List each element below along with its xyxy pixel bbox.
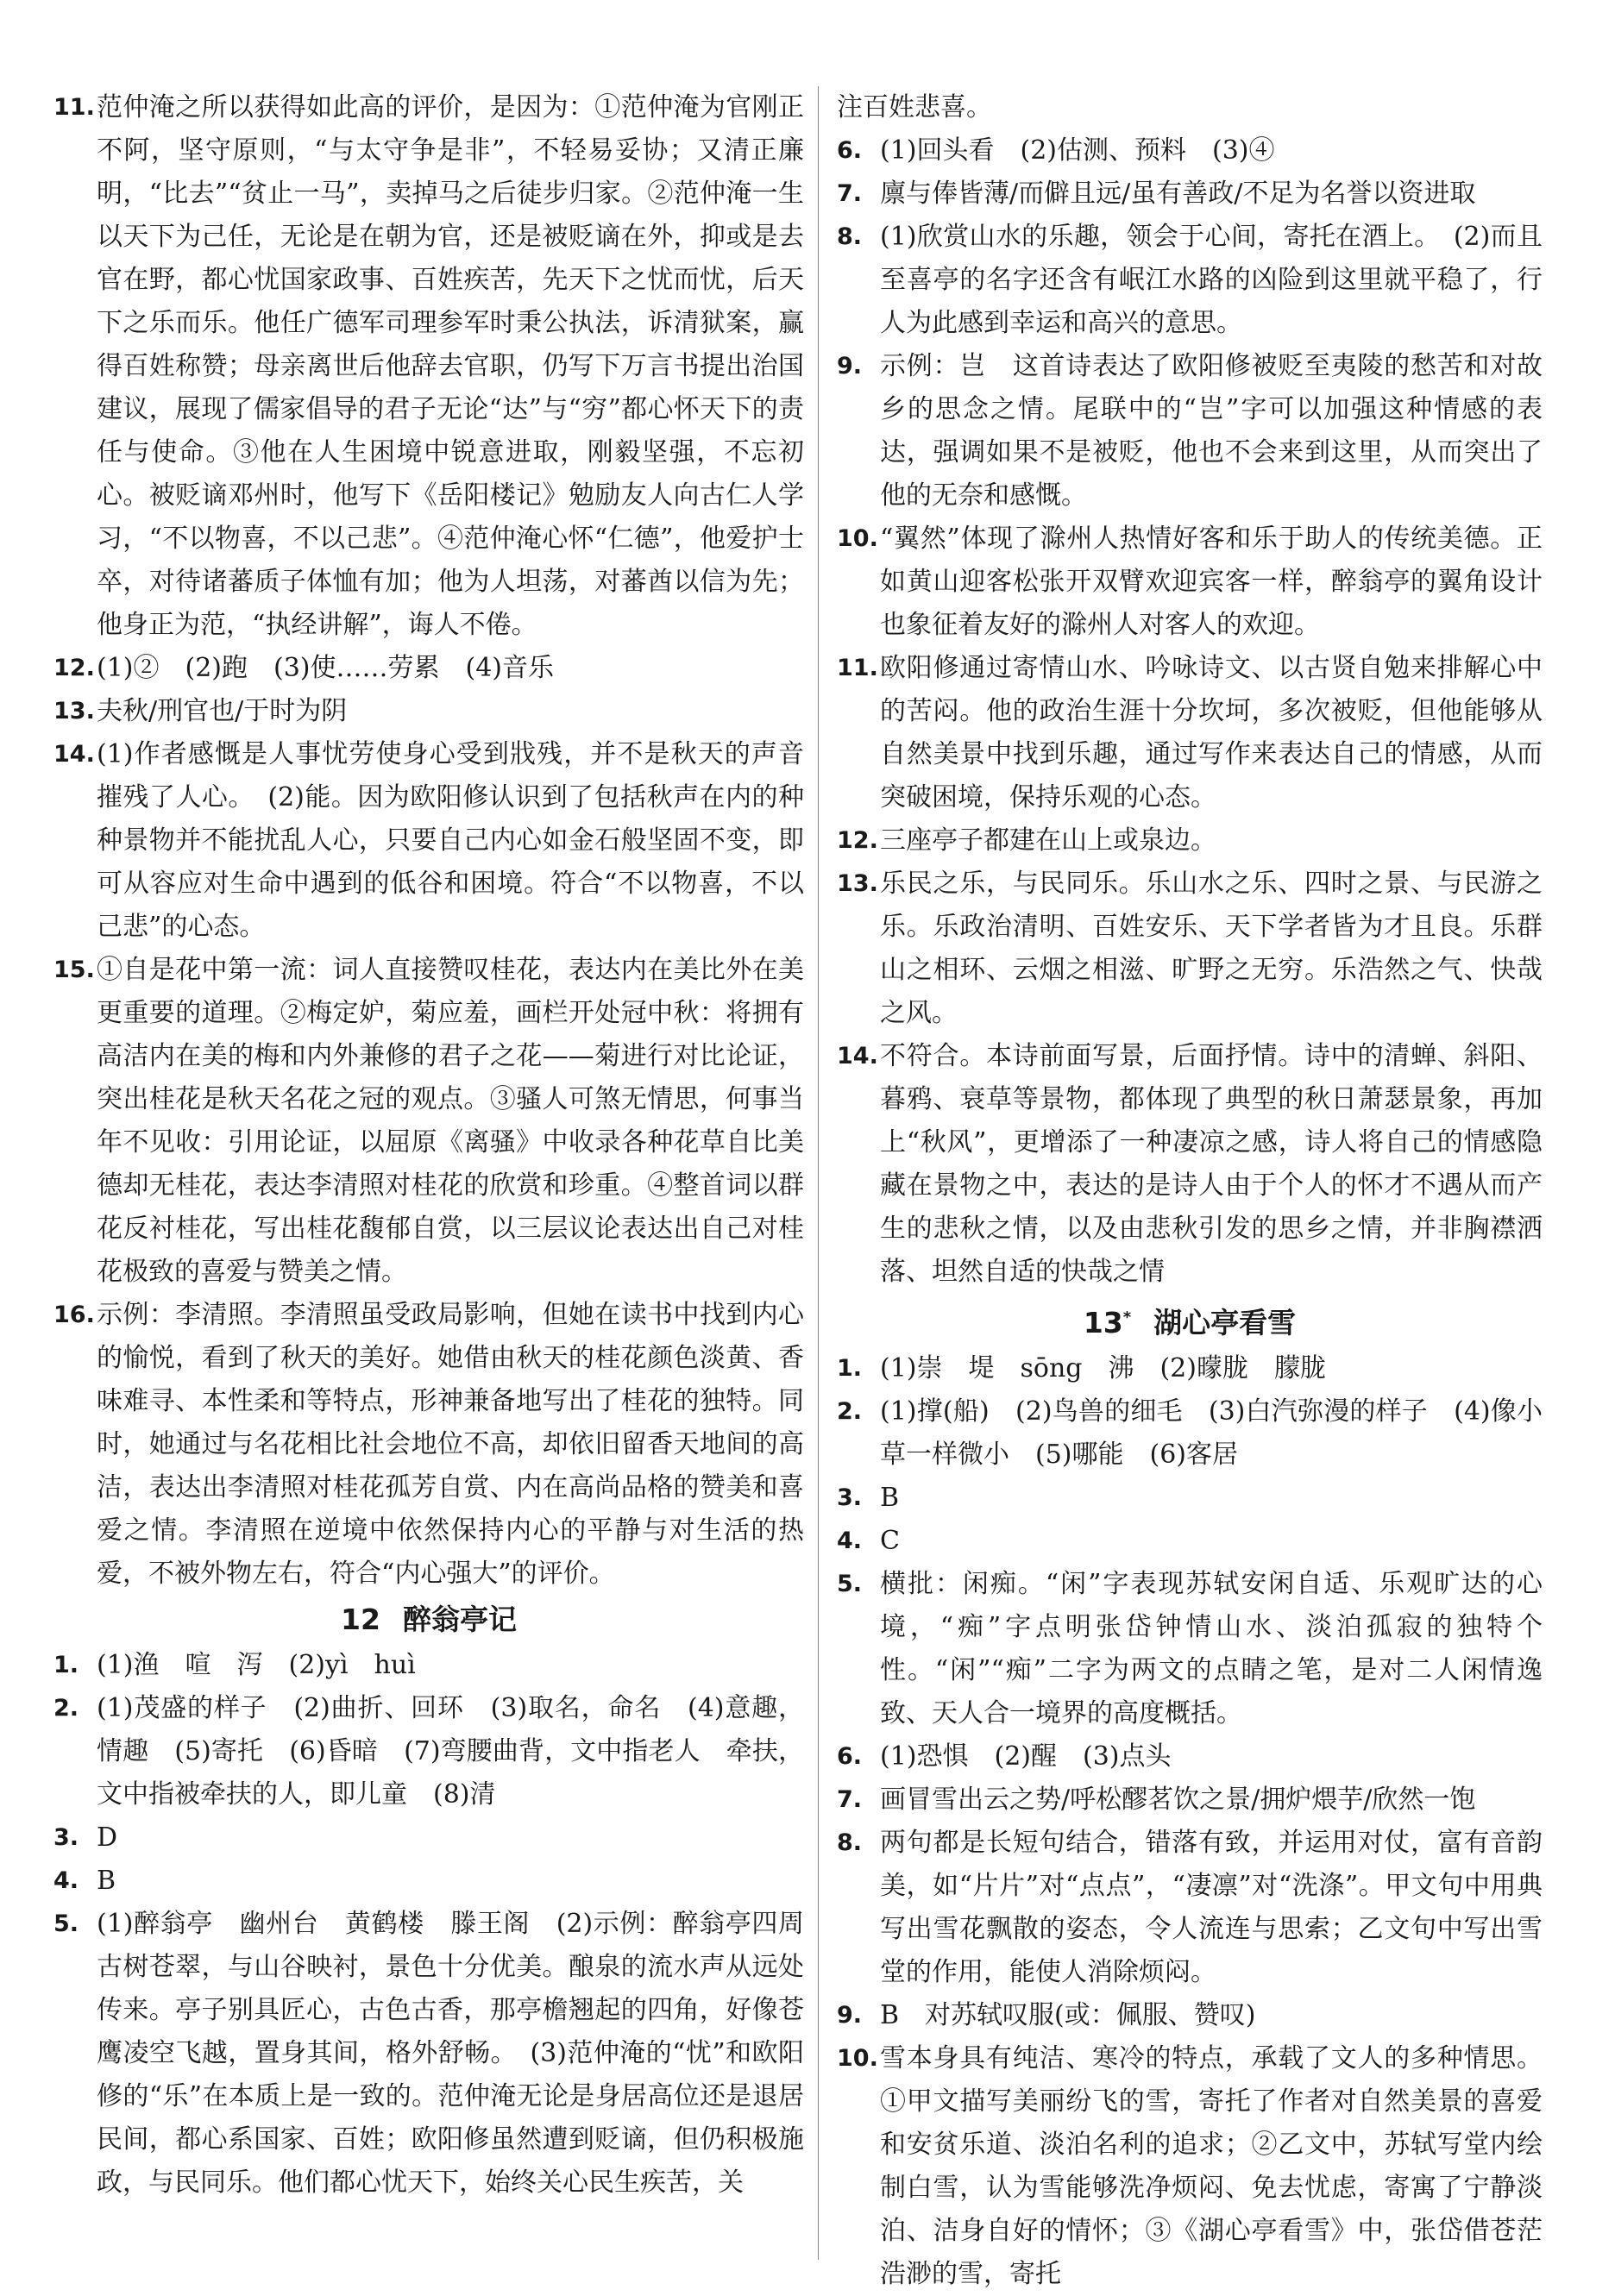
- answer-number: 5.: [837, 1571, 863, 1597]
- answer-text: (1)欣赏山水的乐趣，领会于心间，寄托在酒上。 (2)而且至喜亭的名字还含有岷江水路的凶险到这里就平稳了，行人为此感到幸运和高兴的意思。: [880, 222, 1543, 338]
- answer-number: 4.: [53, 1867, 79, 1894]
- answer-text: 乐民之乐，与民同乐。乐山水之乐、四时之景、与民游之乐。乐政治清明、百姓安乐、天下学者皆为才且良。乐群山之相环、云烟之相滋、旷野之无穷。乐浩然之气、快哉之风。: [880, 869, 1543, 1028]
- answer-number: 5.: [53, 1910, 79, 1937]
- answer-text: 廪与俸皆薄/而僻且远/虽有善政/不足为名誉以资进取: [880, 179, 1476, 209]
- answer-number: 16.: [53, 1302, 95, 1328]
- answer-item: [837, 819, 1543, 863]
- answer-item: [837, 1778, 1543, 1822]
- answer-number: 1.: [837, 1355, 863, 1382]
- left-column: [53, 86, 804, 2205]
- answer-text: (1)撑(船) (2)鸟兽的细毛 (3)白汽弥漫的样子 (4)像小草一样微小 (5)哪能 (6)客居: [880, 1396, 1543, 1470]
- answer-item: [53, 690, 804, 733]
- answer-number: 8.: [837, 1829, 863, 1856]
- answer-item: [53, 1294, 804, 1596]
- answer-number: 10.: [837, 2045, 878, 2072]
- answer-item: [53, 1860, 804, 1903]
- answer-number: 7.: [837, 1786, 863, 1813]
- answer-number: 12.: [53, 655, 95, 681]
- answer-text: 雪本身具有纯洁、寒冷的特点，承载了文人的多种情思。①甲文描写美丽纷飞的雪，寄托了作者对自然美景的喜爱和安贫乐道、淡泊名利的追求；②乙文中，苏轼写堂内绘制白雪，认为雪能够洗净烦闷、免去忧虑，寄寓了宁静淡泊、洁身自好的情怀；③《湖心亭看雪》中，张岱借苍茫浩渺的雪，寄托: [880, 2043, 1543, 2289]
- answer-text: (1)恐惧 (2)醒 (3)点头: [880, 1741, 1172, 1772]
- answer-number: 1.: [53, 1652, 79, 1678]
- answer-number: 7.: [837, 180, 863, 207]
- answer-number: 10.: [837, 525, 878, 552]
- answer-text: 范仲淹之所以获得如此高的评价，是因为：①范仲淹为官刚正不阿，坚守原则，“与太守争是非”，不轻易妥协；又清正廉明，“比去”“贫止一马”，卖掉马之后徒步归家。②范仲淹一生以天下为己任，无论是在朝为官，还是被贬谪在外，抑或是去官在野，都心忧国家政事、百姓疾苦，先天下之忧而忧，后天下之乐而乐。他任广德军司理参军时秉公执法，诉清狱案，赢得百姓称赞；母亲离世后他辞去官职，仍写下万言书提出治国建议，展现了儒家倡导的君子无论“达”与“穷”都心怀天下的责任与使命。③他在人生困境中锐意进取，刚毅坚强，不忘初心。被贬谪邓州时，他写下《岳阳楼记》勉励友人向古仁人学习，“不以物喜，不以己悲”。④范仲淹心怀“仁德”，他爱护士卒，对待诸蕃质子体恤有加；他为人坦荡，对蕃酋以信为先；他身正为范，“执经讲解”，诲人不倦。: [97, 92, 804, 640]
- answer-text: (1)回头看 (2)估测、预料 (3)④: [880, 135, 1275, 166]
- answer-item: [837, 345, 1543, 518]
- answer-number: 9.: [837, 353, 863, 380]
- answer-number: 6.: [837, 137, 863, 164]
- answer-number: 14.: [837, 1043, 878, 1070]
- answer-text: “翼然”体现了滁州人热情好客和乐于助人的传统美德。正如黄山迎客松张开双臂欢迎宾客一样，醉翁亭的翼角设计也象征着友好的滁州人对客人的欢迎。: [880, 524, 1543, 640]
- answer-text: B 对苏轼叹服(或：佩服、赞叹): [880, 2000, 1256, 2030]
- answer-number: 2.: [53, 1695, 79, 1722]
- answer-item: [837, 1735, 1543, 1778]
- answer-text: 三座亭子都建在山上或泉边。: [880, 825, 1216, 856]
- answer-text: (1)作者感慨是人事忧劳使身心受到戕残，并不是秋天的声音摧残了人心。 (2)能。因为欧阳修认识到了包括秋声在内的种种景物并不能扰乱人心，只要自己内心如金石般坚固不变，即可从容应对生命中遇到的低谷和困境。符合“不以物喜，不以己悲”的心态。: [97, 739, 804, 942]
- answer-item: [53, 949, 804, 1294]
- answer-item: [53, 733, 804, 949]
- answer-item: [837, 1563, 1543, 1735]
- answer-number: 11.: [53, 94, 95, 121]
- answer-item: [837, 863, 1543, 1035]
- answer-text: (1)崇 堤 sōng 沸 (2)曚胧 朦胧: [880, 1353, 1326, 1383]
- answer-number: 12.: [837, 827, 878, 854]
- answer-item: [837, 129, 1543, 173]
- answer-text: 示例：李清照。李清照虽受政局影响，但她在读书中找到内心的愉悦，看到了秋天的美好。她借由秋天的桂花颜色淡黄、香味难寻、本性柔和等特点，形神兼备地写出了桂花的独特。同时，她通过与名花相比社会地位不高，却依旧留香天地间的高洁，表达出李清照对桂花孤芳自赏、内在高尚品格的赞美和喜爱之情。李清照在逆境中依然保持内心的平静与对生活的热爱，不被外物左右，符合“内心强大”的评价。: [97, 1300, 804, 1589]
- section-title-12: 12 醉翁亭记: [341, 1603, 517, 1636]
- answer-number: 13.: [837, 870, 878, 897]
- answer-number: 3.: [837, 1484, 863, 1511]
- answer-item: [53, 86, 804, 647]
- answer-item: [837, 2037, 1543, 2296]
- answer-number: 8.: [837, 223, 863, 250]
- answer-text: 画冒雪出云之势/呼松醪茗饮之景/拥炉煨芋/欣然一饱: [880, 1785, 1476, 1815]
- answer-item: [837, 1520, 1543, 1563]
- answer-item: [53, 1644, 804, 1687]
- answer-number: 13.: [53, 698, 95, 725]
- answer-text: 两句都是长短句结合，错落有致，并运用对仗，富有音韵美，如“片片”对“点点”，“凄凛”对“洗涤”。甲文句中用典写出雪花飘散的姿态，令人流连与思索；乙文句中写出雪堂的作用，能使人消除烦闷。: [880, 1828, 1543, 1987]
- answer-text: C: [880, 1526, 900, 1556]
- answer-number: 6.: [837, 1743, 863, 1770]
- answer-text: B: [880, 1483, 900, 1513]
- answer-item: [837, 1035, 1543, 1294]
- answer-item: [837, 216, 1543, 345]
- answer-text: 夫秋/刑官也/于时为阴: [97, 696, 348, 726]
- answer-text: (1)② (2)跑 (3)使……劳累 (4)音乐: [97, 653, 554, 683]
- answer-item: [837, 1390, 1543, 1477]
- answer-text: B: [97, 1866, 116, 1896]
- answer-number: 9.: [837, 2002, 863, 2029]
- answer-item: [837, 1822, 1543, 1994]
- answer-text: (1)渔 喧 泻 (2)yì huì: [97, 1650, 416, 1680]
- answer-text: 欧阳修通过寄情山水、吟咏诗文、以古贤自勉来排解心中的苦闷。他的政治生涯十分坎坷，多次被贬，但他能够从自然美景中找到乐趣，通过写作来表达自己的情感，从而突破困境，保持乐观的心态。: [880, 653, 1543, 812]
- answer-item: [837, 647, 1543, 819]
- column-divider: [818, 86, 819, 2260]
- answer-item: [53, 1903, 804, 2205]
- answer-item: [53, 1687, 804, 1816]
- answer-item: [837, 173, 1543, 216]
- answer-item: [837, 1994, 1543, 2037]
- answer-number: 14.: [53, 741, 95, 768]
- continued-text: 注百姓悲喜。: [837, 92, 992, 122]
- answer-text: (1)醉翁亭 幽州台 黄鹤楼 滕王阁 (2)示例：醉翁亭四周古树苍翠，与山谷映衬，景色十分优美。酿泉的流水声从远处传来。亭子别具匠心，古色古香，那亭檐翘起的四角，好像苍鹰凌空飞越，置身其间，格外舒畅。 (3)范仲淹的“忧”和欧阳修的“乐”在本质上是一致的。范仲淹无论是身居高位还是退居民间，都心系国家、百姓；欧阳修虽然遭到贬谪，但仍积极施政，与民同乐。他们都心忧天下，始终关心民生疾苦，关: [97, 1909, 804, 2198]
- answer-text: 示例：岂 这首诗表达了欧阳修被贬至夷陵的愁苦和对故乡的思念之情。尾联中的“岂”字可以加强这种情感的表达，强调如果不是被贬，他也不会来到这里，从而突出了他的无奈和感慨。: [880, 351, 1543, 511]
- answer-text: (1)茂盛的样子 (2)曲折、回环 (3)取名，命名 (4)意趣，情趣 (5)寄托 (6)昏暗 (7)弯腰曲背，文中指老人 牵扶，文中指被牵扶的人，即儿童 (8)清: [97, 1693, 804, 1810]
- answer-text: D: [97, 1822, 118, 1853]
- answer-number: 3.: [53, 1824, 79, 1851]
- answer-text: ①自是花中第一流：词人直接赞叹桂花，表达内在美比外在美更重要的道理。②梅定妒，菊应羞，画栏开处冠中秋：将拥有高洁内在美的梅和内外兼修的君子之花——菊进行对比论证，突出桂花是秋天名花之冠的观点。③骚人可煞无情思，何事当年不见收：引用论证，以屈原《离骚》中收录各种花草自比美德却无桂花，表达李清照对桂花的欣赏和珍重。④整首词以群花反衬桂花，写出桂花馥郁自赏，以三层议论表达出自己对桂花极致的喜爱与赞美之情。: [97, 955, 804, 1287]
- answer-item: [837, 1347, 1543, 1390]
- answer-text: 横批：闲痴。“闲”字表现苏轼安闲自适、乐观旷达的心境，“痴”字点明张岱钟情山水、淡泊孤寂的独特个性。“闲”“痴”二字为两文的点睛之笔，是对二人闲情逸致、天人合一境界的高度概括。: [880, 1569, 1543, 1728]
- right-column: [837, 86, 1543, 2296]
- answer-number: 11.: [837, 655, 878, 681]
- answer-item: [53, 1816, 804, 1860]
- answer-item: [837, 518, 1543, 647]
- answer-number: 2.: [837, 1398, 863, 1425]
- answer-number: 15.: [53, 957, 95, 983]
- answer-number: 4.: [837, 1528, 863, 1554]
- section-title-13: 13* 湖心亭看雪: [1083, 1306, 1297, 1339]
- answer-item: [53, 647, 804, 690]
- answer-item: [837, 1477, 1543, 1520]
- answer-text: 不符合。本诗前面写景，后面抒情。诗中的清蝉、斜阳、暮鸦、衰草等景物，都体现了典型的秋日萧瑟景象，再加上“秋风”，更增添了一种凄凉之感，诗人将自己的情感隐藏在景物之中，表达的是诗人由于个人的怀才不遇从而产生的悲秋之情，以及由悲秋引发的思乡之情，并非胸襟洒落、坦然自适的快哉之情: [880, 1041, 1543, 1287]
